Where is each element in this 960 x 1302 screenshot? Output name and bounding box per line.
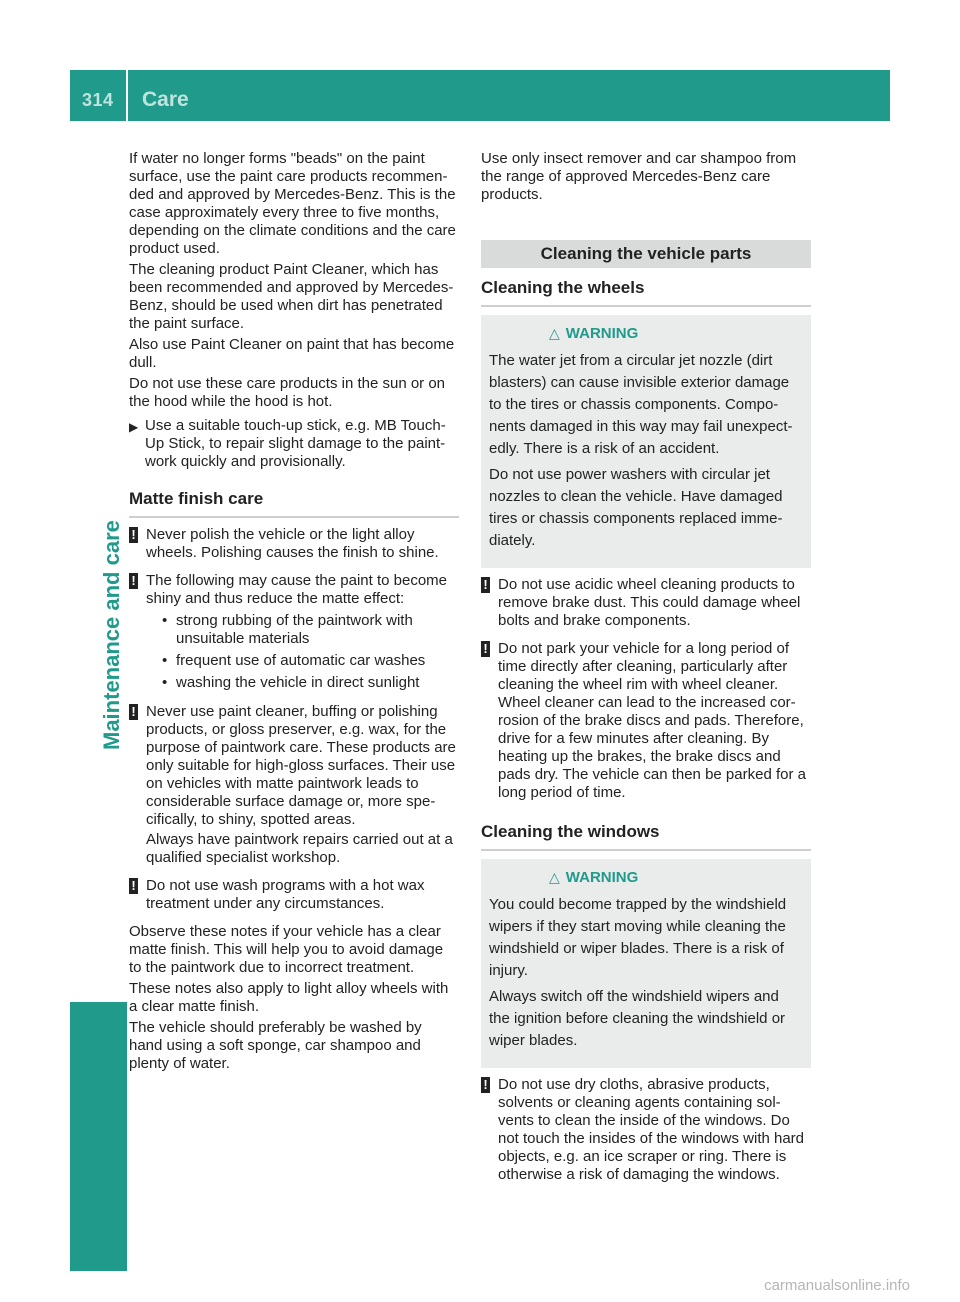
left-column [129, 150, 459, 1076]
warning-text: The water jet from a circular jet nozzle (dirt blasters) can cause invisible exterior damage to the tires or chassis components. Compo- nents damaged in this way may fail unexpect- edly. There is a risk of an accident. [489, 352, 793, 457]
caution-note [129, 703, 459, 869]
paragraph: Also use Paint Cleaner on paint that has become dull. [129, 336, 455, 371]
bullet-icon: • [162, 652, 168, 669]
warning-text: Always switch off the windshield wipers and the ignition before cleaning the windshield or wiper blades. [489, 988, 786, 1049]
exclamation-icon: ! [481, 1077, 490, 1093]
note-text: Do not park your vehicle for a long period of time directly after cleaning, particularly after cleaning the wheel rim with wheel cleaner. Wheel cleaner can lead to the increased cor- rosion of the brake discs and pads. Therefore, drive for a few minutes after cleaning. By heating up the brakes, the brake discs and pads dry. The vehicle can then be parked for a long period of time. [498, 640, 806, 801]
list-item [146, 612, 459, 648]
exclamation-icon: ! [129, 878, 138, 894]
heading-cleaning-wheels: Cleaning the wheels [481, 278, 811, 307]
note-text: Do not use acidic wheel cleaning products to remove brake dust. This could damage wheel bolts and brake components. [498, 576, 801, 629]
paragraph: If water no longer forms "beads" on the paint surface, use the paint care products recommen- ded and approved by Mercedes-Benz. This is the case approximately every three to five months, depending on the climate conditions and the care product used. [129, 150, 456, 257]
right-column [481, 150, 811, 1189]
note-text: Do not use dry cloths, abrasive products, solvents or cleaning agents containing sol- vents to clean the inside of the windows. Do not touch the insides of the windows with hard objects, e.g. an ice scraper or ring. There is otherwise a risk of damaging the windows. [498, 1076, 805, 1183]
page-number: 314 [82, 90, 114, 110]
bullet-icon: • [162, 674, 168, 691]
paragraph: These notes also apply to light alloy wheels with a clear matte finish. [129, 980, 449, 1015]
list-item-text: washing the vehicle in direct sunlight [176, 674, 420, 691]
warning-box [481, 859, 811, 1068]
warning-text: Do not use power washers with circular jet nozzles to clean the vehicle. Have damaged tires or chassis components replaced imme- diately. [489, 466, 783, 549]
exclamation-icon: ! [481, 577, 490, 593]
paragraph: Observe these notes if your vehicle has a clear matte finish. This will help you to avoid damage to the paintwork due to incorrect treatment. [129, 923, 444, 976]
note-text: Always have paintwork repairs carried out at a qualified specialist workshop. [146, 831, 453, 866]
heading-cleaning-windows: Cleaning the windows [481, 822, 811, 851]
paragraph: Do not use these care products in the sun or on the hood while the hood is hot. [129, 375, 446, 410]
note-text: Do not use wash programs with a hot wax treatment under any circumstances. [146, 877, 425, 912]
instruction-step [129, 417, 459, 471]
caution-note [129, 572, 459, 695]
list-item [146, 674, 459, 692]
paragraph: The vehicle should preferably be washed by hand using a soft sponge, car shampoo and plenty of water. [129, 1019, 422, 1072]
list-item-text: strong rubbing of the paintwork with unsuitable materials [176, 612, 413, 647]
exclamation-icon: ! [129, 704, 138, 720]
warning-label: WARNING [565, 869, 639, 886]
warning-box [481, 315, 811, 568]
chapter-title: Care [142, 88, 189, 111]
paragraph: The cleaning product Paint Cleaner, which has been recommended and approved by Mercedes-Benz, should be used when dirt has penetrated the paint surface. [129, 261, 454, 332]
caution-note [129, 877, 459, 915]
instruction-text: Use a suitable touch-up stick, e.g. MB Touch- Up Stick, to repair slight damage to the paint- work quickly and provisionally. [145, 417, 446, 470]
sidebar-chapter-label: Maintenance and care [99, 520, 124, 750]
arrow-icon: ▶ [129, 420, 139, 434]
warning-title [489, 869, 803, 886]
note-text: Never polish the vehicle or the light alloy wheels. Polishing causes the finish to shine. [146, 526, 439, 561]
heading-matte-finish-care: Matte finish care [129, 489, 459, 518]
note-text: Never use paint cleaner, buffing or polishing products, or gloss preserver, e.g. wax, for the purpose of paintwork care. These products are only suitable for high-gloss surfaces. Their use on vehicles with matte paintwork leads to considerable surface damage or, more spe- cifically, to shiny, spotted areas. [146, 703, 456, 828]
warning-label: WARNING [565, 325, 639, 342]
caution-note [481, 640, 811, 804]
caution-note [481, 576, 811, 632]
watermark-link[interactable]: carmanualsonline.info [764, 1277, 910, 1294]
paragraph: Use only insect remover and car shampoo from the range of approved Mercedes-Benz care products. [481, 150, 797, 203]
exclamation-icon: ! [481, 641, 490, 657]
warning-triangle-icon: △ [549, 869, 560, 885]
caution-note [129, 526, 459, 564]
note-text: The following may cause the paint to become shiny and thus reduce the matte effect: [146, 572, 448, 607]
section-heading: Cleaning the vehicle parts [481, 240, 811, 268]
warning-title [489, 325, 803, 342]
sidebar-tab-block [70, 1002, 127, 1271]
list-item [146, 652, 459, 670]
warning-triangle-icon: △ [549, 325, 560, 341]
exclamation-icon: ! [129, 527, 138, 543]
exclamation-icon: ! [129, 573, 138, 589]
page-header [70, 70, 890, 121]
header-divider [126, 70, 128, 121]
caution-note [481, 1076, 811, 1186]
list-item-text: frequent use of automatic car washes [176, 652, 426, 669]
warning-text: You could become trapped by the windshield wipers if they start moving while cleaning the windshield or wiper blades. There is a risk of injury. [489, 896, 787, 979]
bullet-icon: • [162, 612, 168, 629]
